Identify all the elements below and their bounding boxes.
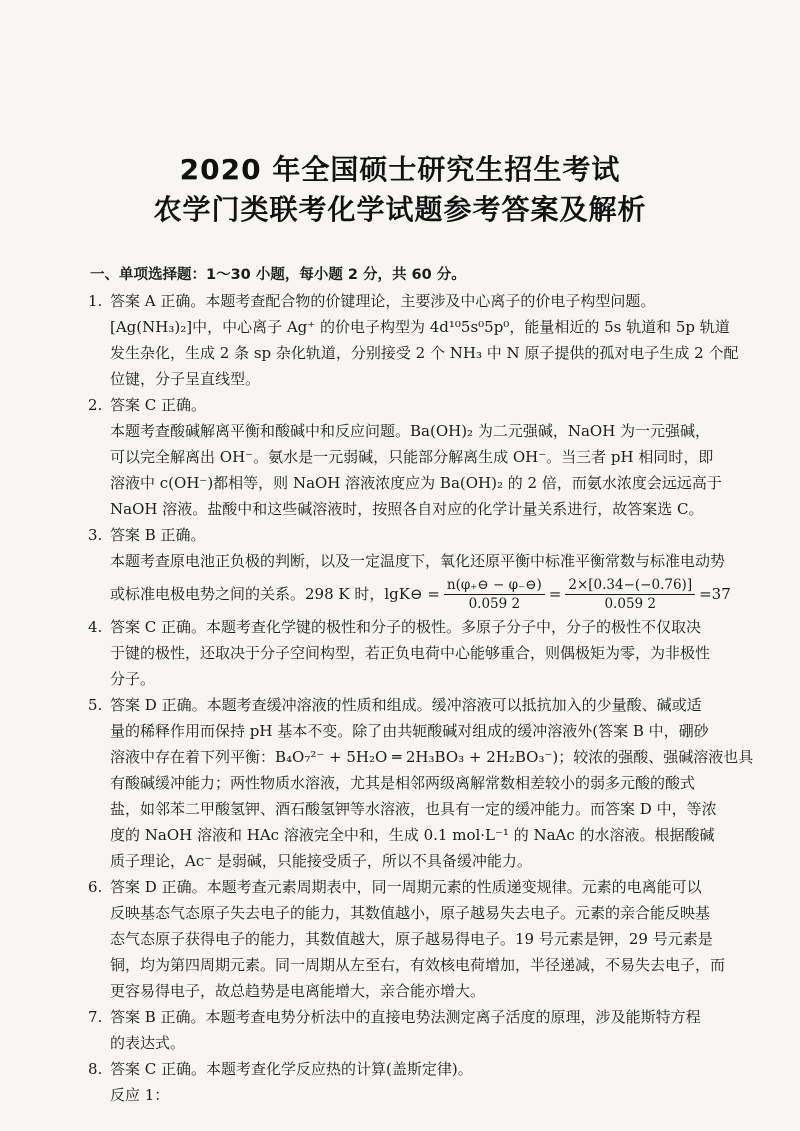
document-title-line2: 农学门类联考化学试题参考答案及解析 — [153, 193, 647, 226]
item-number: 3. — [88, 526, 103, 544]
answer-body — [88, 262, 788, 1108]
fraction-numerator: n(φ₊⊖ − φ₋⊖) — [444, 577, 545, 595]
item-number: 7. — [88, 1008, 103, 1026]
item-line: 答案 D 正确。本题考查元素周期表中，同一周期元素的性质递变规律。元素的电离能可以 — [110, 878, 702, 896]
item-number: 2. — [88, 396, 103, 414]
fraction-numerator: 2×[0.34−(−0.76)] — [565, 577, 695, 595]
equilibrium-constant-formula — [110, 574, 788, 614]
item-line: 度的 NaOH 溶液和 HAc 溶液完全中和，生成 0.1 mol·L⁻¹ 的 NaAc 的水溶液。根据酸碱 — [110, 826, 715, 844]
item-line: 盐，如邻苯二甲酸氢钾、酒石酸氢钾等水溶液，也具有一定的缓冲能力。而答案 D 中，等浓 — [110, 800, 717, 818]
item-line: NaOH 溶液。盐酸中和这些碱溶液时，按照各自对应的化学计量关系进行，故答案选 C。 — [110, 500, 704, 518]
answer-item-1 — [88, 288, 788, 392]
item-line: 答案 C 正确。本题考查化学键的极性和分子的极性。多原子分子中，分子的极性不仅取决 — [110, 618, 702, 636]
answer-item-3 — [88, 522, 788, 614]
item-line: 答案 A 正确。本题考查配合物的价键理论，主要涉及中心离子的价电子构型问题。 — [110, 292, 656, 310]
fraction-denominator: 0.059 2 — [468, 595, 521, 612]
answer-item-5 — [88, 692, 788, 874]
item-number: 5. — [88, 696, 103, 714]
item-number: 1. — [88, 292, 103, 310]
item-line: 反应 1： — [110, 1086, 170, 1104]
formula-fraction-1 — [444, 577, 545, 612]
formula-fraction-2 — [565, 577, 695, 612]
fraction-denominator: 0.059 2 — [604, 595, 656, 612]
answer-item-6 — [88, 874, 788, 1004]
item-line: 溶液中 c(OH⁻)都相等，则 NaOH 溶液浓度应为 Ba(OH)₂ 的 2 倍，而氨水浓度会远远高于 — [110, 474, 722, 492]
item-line: 铜，均为第四周期元素。同一周期从左至右，有效核电荷增加，半径递减，不易失去电子，而 — [110, 956, 726, 974]
item-line: 的表达式。 — [110, 1034, 186, 1052]
item-line: 答案 B 正确。 — [110, 526, 206, 544]
item-line: 更容易得电子，故总趋势是电离能增大，亲合能亦增大。 — [110, 982, 486, 1000]
item-line: 发生杂化，生成 2 条 sp 杂化轨道，分别接受 2 个 NH₃ 中 N 原子提供的孤对电子生成 2 个配 — [110, 344, 739, 362]
item-line: 位键，分子呈直线型。 — [110, 370, 261, 388]
item-line: 答案 C 正确。 — [110, 396, 207, 414]
item-line: 溶液中存在着下列平衡：B₄O₇²⁻ + 5H₂O ═ 2H₃BO₃ + 2H₂BO₃⁻)；较浓的强酸、强碱溶液也具 — [110, 748, 754, 766]
formula-equals: = — [548, 585, 562, 603]
formula-prefix: 或标准电极电势之间的关系。298 K 时，lgK⊖ = — [110, 585, 440, 603]
item-line: 有酸碱缓冲能力；两性物质水溶液，尤其是相邻两级离解常数相差较小的弱多元酸的酸式 — [110, 774, 696, 792]
item-line: 态气态原子获得电子的能力，其数值越大，原子越易得电子。19 号元素是钾，29 号元素是 — [110, 930, 713, 948]
item-line: 可以完全解离出 OH⁻。氨水是一元弱碱，只能部分解离生成 OH⁻。当三者 pH 相同时，即 — [110, 448, 714, 466]
item-line: 分子。 — [110, 670, 156, 688]
formula-result: =37 — [699, 585, 731, 603]
item-number: 8. — [88, 1060, 103, 1078]
item-number: 4. — [88, 618, 103, 636]
section-heading: 一、单项选择题：1～30 小题，每小题 2 分，共 60 分。 — [90, 267, 466, 283]
item-number: 6. — [88, 878, 103, 896]
item-line: 于键的极性，还取决于分子空间构型，若正负电荷中心能够重合，则偶极矩为零，为非极性 — [110, 644, 711, 662]
answer-item-8 — [88, 1056, 788, 1108]
item-line: 答案 D 正确。本题考查缓冲溶液的性质和组成。缓冲溶液可以抵抗加入的少量酸、碱或适 — [110, 696, 702, 714]
item-line: 本题考查酸碱解离平衡和酸碱中和反应问题。Ba(OH)₂ 为二元强碱，NaOH 为一元强碱， — [110, 422, 711, 440]
item-line: 质子理论，Ac⁻ 是弱碱，只能接受质子，所以不具备缓冲能力。 — [110, 852, 532, 870]
document-title-line1: 2020 年全国硕士研究生招生考试 — [179, 153, 621, 186]
item-line: 反映基态气态原子失去电子的能力，其数值越小，原子越易失去电子。元素的亲合能反映基 — [110, 904, 711, 922]
item-line: 答案 C 正确。本题考查化学反应热的计算(盖斯定律)。 — [110, 1060, 473, 1078]
item-line: 量的稀释作用而保持 pH 基本不变。除了由共轭酸碱对组成的缓冲溶液外(答案 B 中，硼砂 — [110, 722, 709, 740]
answer-item-2 — [88, 392, 788, 522]
answer-item-4 — [88, 614, 788, 692]
item-line: 本题考查原电池正负极的判断，以及一定温度下，氧化还原平衡中标准平衡常数与标准电动势 — [110, 552, 726, 570]
item-line: 答案 B 正确。本题考查电势分析法中的直接电势法测定离子活度的原理，涉及能斯特方程 — [110, 1008, 701, 1026]
answer-item-7 — [88, 1004, 788, 1056]
item-line: [Ag(NH₃)₂]中，中心离子 Ag⁺ 的价电子构型为 4d¹⁰5s⁰5p⁰，能量相近的 5s 轨道和 5p 轨道 — [110, 318, 730, 336]
